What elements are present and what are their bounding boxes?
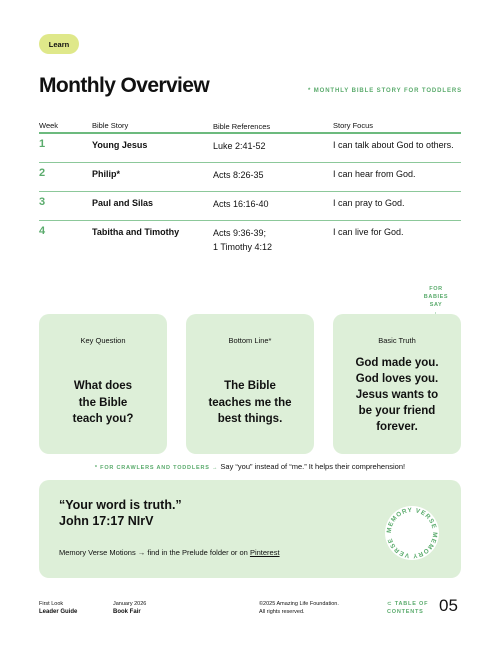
table-header [39, 121, 461, 134]
header-week: Week [39, 121, 59, 130]
bible-story: Tabitha and Timothy [92, 227, 180, 237]
header-focus: Story Focus [333, 121, 374, 130]
card-text [49, 378, 157, 428]
card-line: best things. [217, 413, 283, 426]
babies-line: FOR [429, 286, 443, 292]
memory-verse-badge-icon [382, 503, 442, 563]
bible-reference [213, 163, 333, 191]
crawlers-note [0, 462, 500, 471]
card-line: What does [73, 380, 133, 392]
story-focus: I can talk about God to others. [333, 140, 454, 150]
reference-line: Acts 9:36-39; [213, 228, 267, 238]
basic-truth-card [333, 314, 461, 454]
story-focus: I can hear from God. [333, 169, 416, 179]
footer-guide [39, 600, 77, 617]
bottom-line-card [186, 314, 314, 454]
bible-reference [213, 221, 333, 257]
week-number: 4 [39, 225, 46, 237]
header-references: Bible References [213, 122, 271, 131]
reference-line: Acts 8:26-35 [213, 170, 264, 180]
reference-line: Acts 16:16-40 [213, 199, 269, 209]
bible-story: Philip* [92, 169, 121, 179]
card-line: the Bible [78, 396, 128, 409]
toc-line: ⊂ TABLE OF [387, 601, 429, 607]
badge-text: MEMORY VERSE MEMORY VERSE [385, 506, 439, 560]
story-focus: I can pray to God. [333, 198, 405, 208]
pinterest-link[interactable]: Pinterest [249, 548, 280, 557]
bible-reference [213, 134, 333, 162]
card-text [343, 355, 451, 435]
card-line: The Bible [224, 380, 276, 392]
learn-tag: Learn [39, 34, 79, 54]
verse-quote: “Your word is truth.” [59, 498, 182, 512]
reference-line: Luke 2:41-52 [213, 141, 266, 151]
table-row [39, 192, 461, 221]
week-number: 1 [39, 138, 46, 150]
card-line: Jesus wants to [355, 389, 439, 402]
bible-reference [213, 192, 333, 220]
footer-copyright [259, 600, 339, 617]
reference-line: 1 Timothy 4:12 [213, 241, 273, 252]
card-line: teach you? [72, 413, 134, 426]
week-number: 3 [39, 196, 46, 208]
memory-verse-motions [59, 548, 280, 557]
toc-line: CONTENTS [387, 609, 424, 616]
verse-reference: John 17:17 NIrV [59, 514, 154, 529]
footer-month [113, 600, 146, 617]
crawlers-text: Say “you” instead of “me.” It helps their comprehension! [218, 462, 406, 471]
footer-line-bold: Book Fair [113, 609, 141, 616]
table-row [39, 163, 461, 192]
card-line: be your friend [358, 405, 436, 418]
story-focus: I can live for God. [333, 227, 404, 237]
footer-line: ©2025 Amazing Life Foundation. [259, 601, 339, 607]
footer-line: All rights reserved. [259, 609, 305, 616]
babies-line: SAY [429, 301, 443, 308]
card-line: God loves you. [355, 373, 439, 386]
card-line: teaches me the [208, 396, 292, 409]
memory-verse [59, 497, 182, 530]
card-line: forever. [376, 421, 418, 434]
table-of-contents-link[interactable] [387, 600, 428, 617]
page-title: Monthly Overview [39, 74, 210, 97]
page-number: 05 [439, 596, 458, 615]
card-line: God made you. [355, 357, 439, 369]
babies-line: BABIES [423, 293, 449, 300]
card-label: Basic Truth [378, 336, 416, 345]
table-row [39, 134, 461, 163]
card-text [196, 378, 304, 428]
header-story: Bible Story [92, 121, 129, 130]
footer-line: January 2026 [113, 601, 147, 607]
bible-story: Paul and Silas [92, 198, 154, 208]
key-question-card [39, 314, 167, 454]
footer-line-bold: Leader Guide [39, 609, 78, 616]
week-number: 2 [39, 167, 46, 179]
card-label: Bottom Line* [228, 336, 272, 345]
crawlers-tag: * FOR CRAWLERS AND TODDLERS → [94, 465, 219, 471]
bible-story: Young Jesus [92, 140, 148, 150]
card-label: Key Question [80, 336, 126, 345]
footer-line: First Look [39, 601, 64, 607]
toddlers-note: * MONTHLY BIBLE STORY FOR TODDLERS [307, 88, 462, 94]
overview-table [39, 121, 461, 257]
motions-text: Memory Verse Motions → find in the Prelude folder or on [59, 548, 250, 557]
table-row [39, 221, 461, 257]
